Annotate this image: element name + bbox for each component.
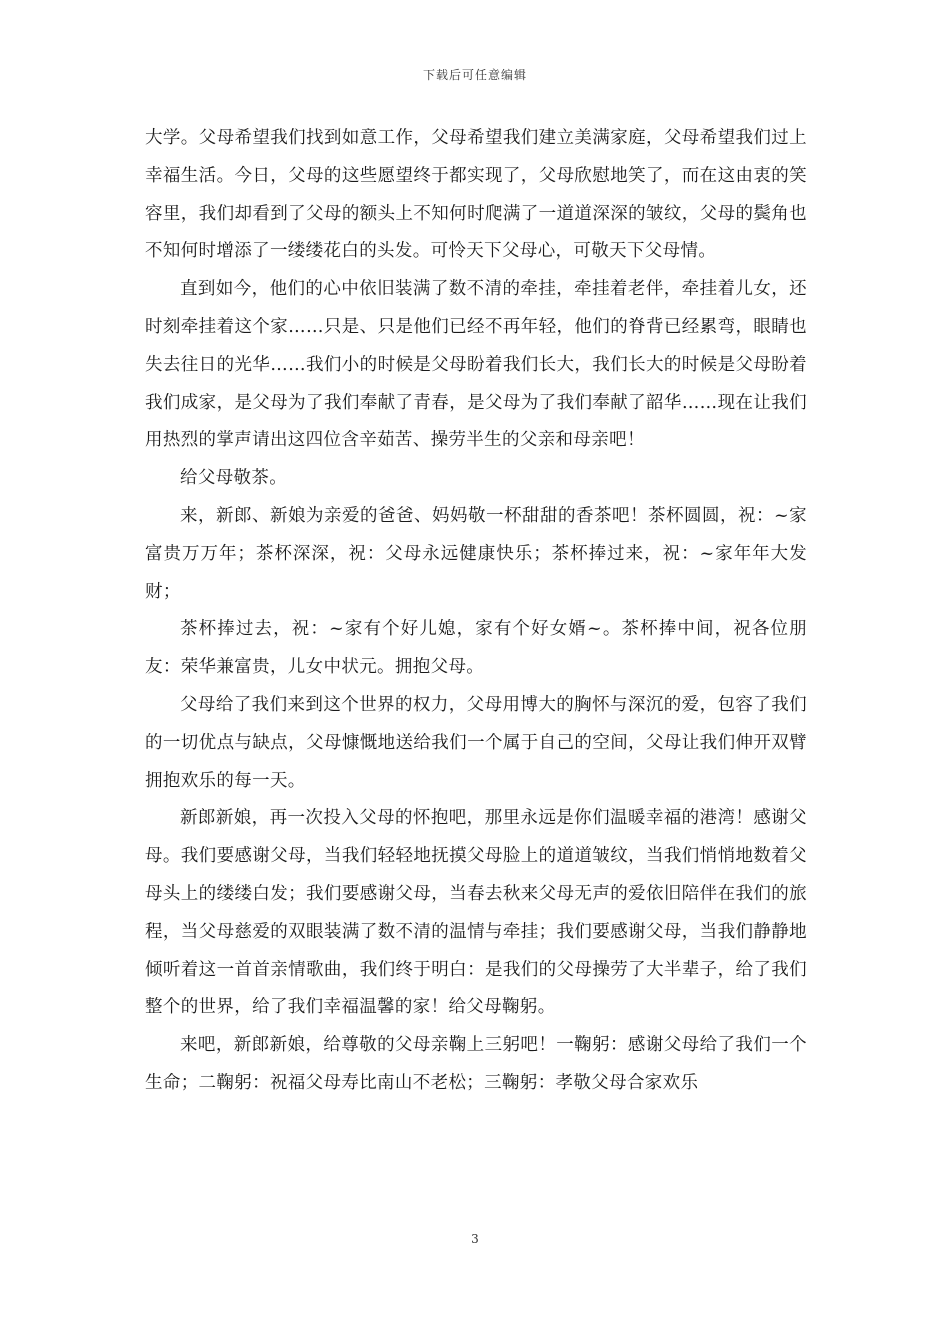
paragraph-parents-worries: 直到如今，他们的心中依旧装满了数不清的牵挂，牵挂着老伴，牵挂着儿女，还时刻牵挂着这个家……只是、只是他们已经不再年轻，他们的脊背已经累弯，眼睛也失去往日的光华……我们小的时候是父母盼着我们长大，我们长大的时候是父母盼着我们成家，是父母为了我们奉献了青春，是父母为了我们奉献了韶华……现在让我们用热烈的掌声请出这四位含辛茹苦、操劳半生的父亲和母亲吧！ [145,279,807,451]
page-header-note: 下载后可任意编辑 [422,68,527,82]
page-number: 3 [471,1232,479,1246]
paragraph-parents-love: 父母给了我们来到这个世界的权力，父母用博大的胸怀与深沉的爱，包容了我们的一切优点与缺点，父母慷慨地送给我们一个属于自己的空间，父母让我们伸开双臂拥抱欢乐的每一天。 [145,694,807,791]
paragraph-parents-wishes: 大学。父母希望我们找到如意工作，父母希望我们建立美满家庭，父母希望我们过上幸福生活。今日，父母的这些愿望终于都实现了，父母欣慰地笑了，而在这由衷的笑容里，我们却看到了父母的额头上不知何时爬满了一道道深深的皱纹，父母的鬓角也不知何时增添了一缕缕花白的头发。可怜天下父母心，可敬天下父母情。 [145,128,807,262]
paragraph-tea-toast-1: 来，新郎、新娘为亲爱的爸爸、妈妈敬一杯甜甜的香茶吧！茶杯圆圆，祝：~家富贵万万年；茶杯深深，祝：父母永远健康快乐；茶杯捧过来，祝：~家年年大发财； [145,505,807,602]
paragraph-thank-parents: 新郎新娘，再一次投入父母的怀抱吧，那里永远是你们温暖幸福的港湾！感谢父母。我们要感谢父母，当我们轻轻地抚摸父母脸上的道道皱纹，当我们悄悄地数着父母头上的缕缕白发；我们要感谢父母，当春去秋来父母无声的爱依旧陪伴在我们的旅程，当父母慈爱的双眼装满了数不清的温情与牵挂；我们要感谢父母，当我们静静地倾听着这一首首亲情歌曲，我们终于明白：是我们的父母操劳了大半辈子，给了我们整个的世界，给了我们幸福温馨的家！给父母鞠躬。 [145,808,807,1018]
paragraph-tea-toast-2: 茶杯捧过去，祝：~家有个好儿媳，家有个好女婿~。茶杯捧中间，祝各位朋友：荣华兼富贵，儿女中状元。拥抱父母。 [145,619,807,678]
document-body [145,120,807,1103]
paragraph-three-bows: 来吧，新郎新娘，给尊敬的父母亲鞠上三躬吧！一鞠躬：感谢父母给了我们一个生命；二鞠躬：祝福父母寿比南山不老松；三鞠躬：孝敬父母合家欢乐 [145,1035,807,1093]
paragraph-tea-heading: 给父母敬茶。 [180,468,288,489]
